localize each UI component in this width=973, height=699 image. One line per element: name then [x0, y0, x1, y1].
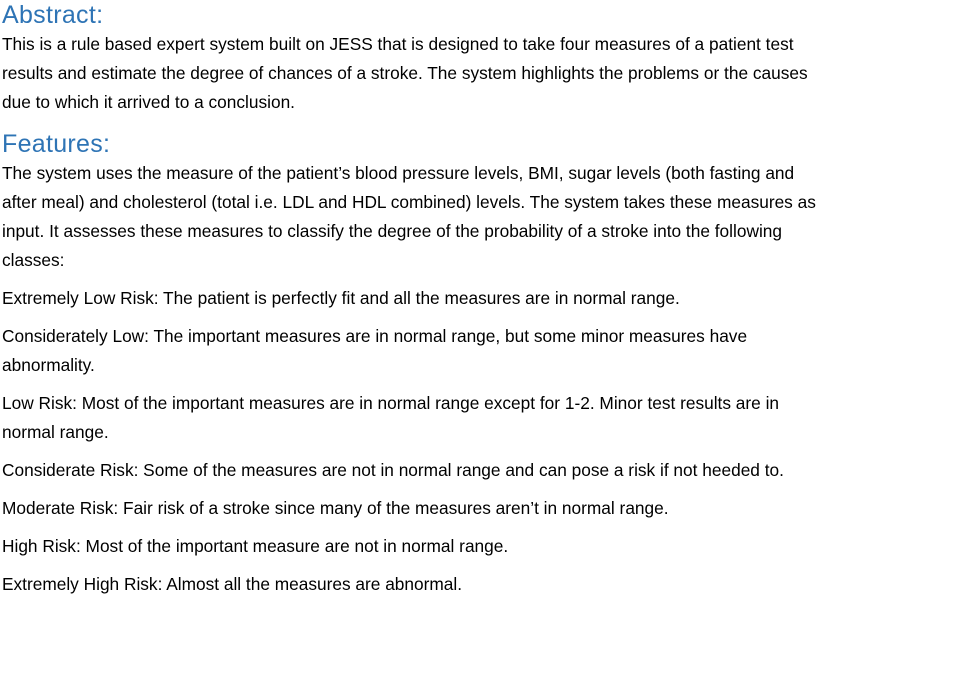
class-line: Moderate Risk: Fair risk of a stroke since many of the measures aren’t in normal range.	[2, 498, 669, 518]
features-intro-line: input. It assesses these measures to classify the degree of the probability of a stroke into the following	[2, 221, 783, 241]
features-intro-line: The system uses the measure of the patient’s blood pressure levels, BMI, sugar levels (both fasting and	[2, 163, 795, 183]
document-page	[2, 0, 973, 599]
class-line: Extremely High Risk: Almost all the measures are abnormal.	[2, 574, 463, 594]
features-heading: Features:	[2, 130, 111, 158]
class-low-risk	[2, 389, 973, 447]
class-line: Extremely Low Risk: The patient is perfectly fit and all the measures are in normal range.	[2, 288, 680, 308]
class-line: Considerately Low: The important measures are in normal range, but some minor measures have	[2, 326, 748, 346]
abstract-line: This is a rule based expert system built on JESS that is designed to take four measures of a patient test	[2, 34, 794, 54]
class-line: normal range.	[2, 422, 109, 442]
class-considerately-low	[2, 322, 973, 380]
features-intro-paragraph	[2, 159, 973, 275]
class-line: High Risk: Most of the important measure are not in normal range.	[2, 536, 509, 556]
class-extremely-low-risk	[2, 284, 973, 313]
class-moderate-risk	[2, 494, 973, 523]
abstract-line: results and estimate the degree of chances of a stroke. The system highlights the problems or the causes	[2, 63, 808, 83]
class-line: Considerate Risk: Some of the measures are not in normal range and can pose a risk if not heeded to.	[2, 460, 784, 480]
class-extremely-high-risk	[2, 570, 973, 599]
class-high-risk	[2, 532, 973, 561]
abstract-line: due to which it arrived to a conclusion.	[2, 92, 295, 112]
abstract-heading: Abstract:	[2, 1, 104, 29]
class-considerate-risk	[2, 456, 973, 485]
features-intro-line: after meal) and cholesterol (total i.e. LDL and HDL combined) levels. The system takes these measures as	[2, 192, 816, 212]
features-intro-line: classes:	[2, 250, 65, 270]
abstract-paragraph	[2, 30, 973, 117]
class-line: Low Risk: Most of the important measures are in normal range except for 1-2. Minor test results are in	[2, 393, 780, 413]
class-line: abnormality.	[2, 355, 95, 375]
